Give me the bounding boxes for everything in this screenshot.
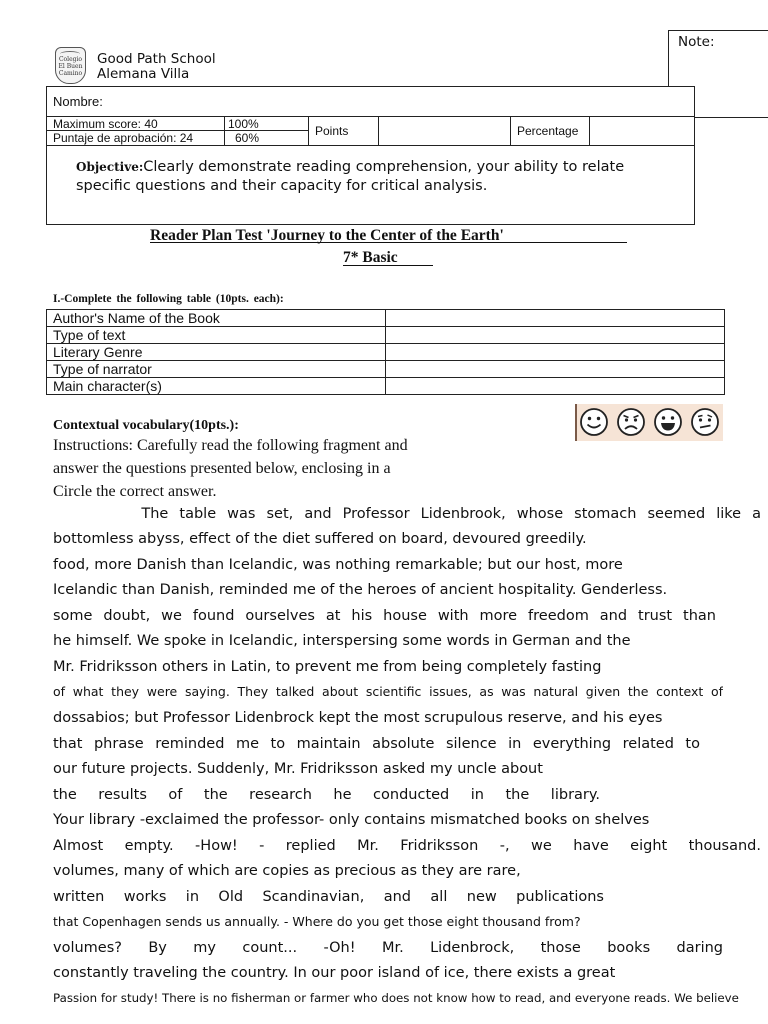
passage-line: Your library -exclaimed the professor- only contains mismatched books on shelves <box>53 812 650 828</box>
points-label: Points <box>315 124 349 138</box>
passage-line: the results of the research he conducted in the library. <box>53 787 600 803</box>
passage-line: dossabios; but Professor Lidenbrock kept the most scrupulous reserve, and his eyes <box>53 710 663 726</box>
logo-text-line-1: Colegio <box>58 56 83 63</box>
row-label: Type of narrator <box>47 361 386 378</box>
test-title: Reader Plan Test 'Journey to the Center of the Earth' <box>150 227 504 244</box>
max-score-percent: 100% <box>228 117 259 131</box>
doubtful-face-icon <box>690 407 720 437</box>
passage-line: bottomless abyss, effect of the diet suffered on board, devoured greedily. <box>53 531 587 547</box>
max-score-label: Maximum score: 40 <box>53 117 158 131</box>
title-underline <box>150 242 627 243</box>
passage-line: constantly traveling the country. In our poor island of ice, there exists a great <box>53 965 616 981</box>
passage-line: he himself. We spoke in Icelandic, interspersing some words in German and the <box>53 633 631 649</box>
passage-line: food, more Danish than Icelandic, was nothing remarkable; but our host, more <box>53 557 623 573</box>
grin-face-icon <box>653 407 683 437</box>
school-logo <box>55 47 86 84</box>
row-label: Author's Name of the Book <box>47 310 386 327</box>
school-name: Good Path School <box>97 51 216 67</box>
divider <box>224 116 225 145</box>
objective-label: Objective: <box>76 160 144 174</box>
note-label: Note: <box>678 34 715 50</box>
divider <box>589 116 590 145</box>
section-1-heading: I.-Complete the following table (10pts. each): <box>53 293 284 305</box>
instructions-line-1: Instructions: Carefully read the following fragment and <box>53 437 408 454</box>
passage-line: some doubt, we found ourselves at his house with more freedom and trust than <box>53 608 716 624</box>
answer-cell[interactable] <box>386 361 725 378</box>
passage-line: that Copenhagen sends us annually. - Where do you get those eight thousand from? <box>53 914 581 929</box>
row-label: Type of text <box>47 327 386 344</box>
table-row <box>47 344 725 361</box>
passage-line: volumes, many of which are copies as precious as they are rare, <box>53 863 521 879</box>
row-label: Main character(s) <box>47 378 386 395</box>
name-label: Nombre: <box>53 94 103 109</box>
table-row <box>47 327 725 344</box>
answer-cell[interactable] <box>386 378 725 395</box>
logo-text-line-3: Camino <box>58 70 83 77</box>
passage-line: Mr. Fridriksson others in Latin, to prevent me from being completely fasting <box>53 659 602 675</box>
passage-line: that phrase reminded me to maintain absolute silence in everything related to <box>53 736 700 752</box>
passage-line: Passion for study! There is no fisherman or farmer who does not know how to read, and everyone reads. We believe <box>53 991 739 1005</box>
row-label: Literary Genre <box>47 344 386 361</box>
instructions-line-3: Circle the correct answer. <box>53 483 217 500</box>
grade-underline <box>343 265 433 266</box>
passage-line: Icelandic than Danish, reminded me of the heroes of ancient hospitality. Genderless. <box>53 582 668 598</box>
sad-face-icon <box>616 407 646 437</box>
answer-cell[interactable] <box>386 327 725 344</box>
divider <box>47 145 694 146</box>
emoji-strip <box>575 404 723 441</box>
pass-score-percent: 60% <box>235 131 260 145</box>
table-row <box>47 378 725 395</box>
passage-line: volumes? By my count... -Oh! Mr. Lidenbrock, those books daring <box>53 940 723 956</box>
passage-line: our future projects. Suddenly, Mr. Fridriksson asked my uncle about <box>53 761 543 777</box>
instructions-line-2: answer the questions presented below, enclosing in a <box>53 460 391 477</box>
grade-title: 7* Basic <box>343 249 398 266</box>
answer-cell[interactable] <box>386 310 725 327</box>
objective-text: Clearly demonstrate reading comprehension, your ability to relate specific questions and their capacity for critical analysis. <box>76 159 625 194</box>
table-row <box>47 310 725 327</box>
section-2-heading: Contextual vocabulary(10pts.): <box>53 418 239 433</box>
book-info-table <box>46 309 725 395</box>
answer-cell[interactable] <box>386 344 725 361</box>
divider <box>308 116 309 145</box>
objective <box>76 158 666 196</box>
divider <box>510 116 511 145</box>
smile-face-icon <box>579 407 609 437</box>
passage-line: Almost empty. -How! - replied Mr. Fridriksson -, we have eight thousand. <box>53 838 761 854</box>
divider <box>378 116 379 145</box>
passage-line: The table was set, and Professor Lidenbrook, whose stomach seemed like a <box>53 506 761 522</box>
passage-line: of what they were saying. They talked about scientific issues, as was natural given the context of <box>53 684 723 699</box>
percentage-label: Percentage <box>517 124 579 138</box>
pass-score-label: Puntaje de aprobación: 24 <box>53 131 194 145</box>
passage-line: written works in Old Scandinavian, and all new publications <box>53 889 604 905</box>
student-info-box <box>46 86 695 225</box>
logo-text-line-2: El Buen <box>58 63 83 70</box>
table-row <box>47 361 725 378</box>
school-location: Alemana Villa <box>97 66 190 82</box>
